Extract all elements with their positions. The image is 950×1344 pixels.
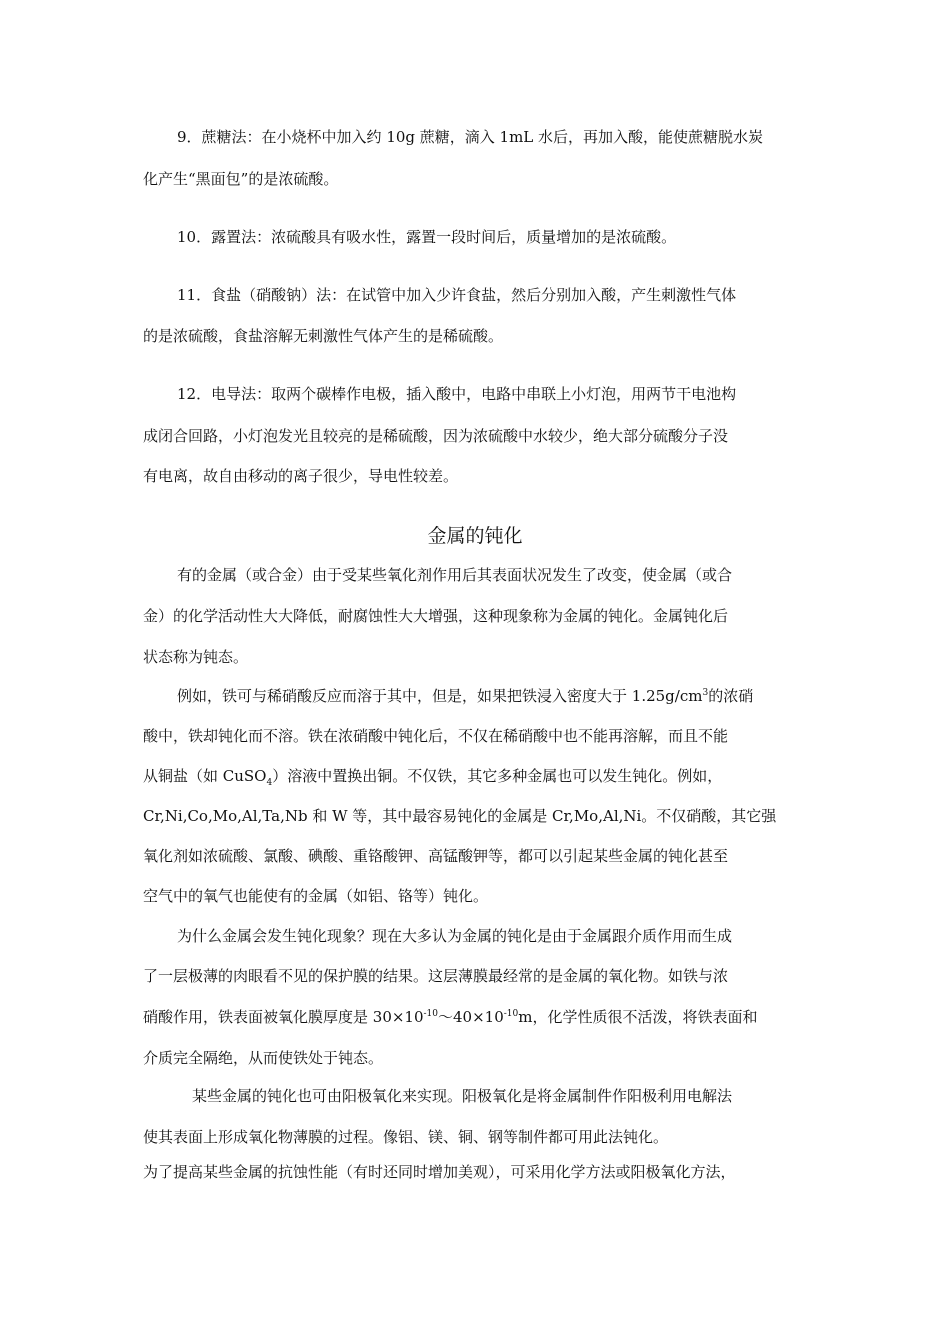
p2-line-5: 氧化剂如浓硫酸、氯酸、碘酸、重铬酸钾、高锰酸钾等，都可以引起某些金属的钝化甚至 [143, 847, 729, 865]
p3-line-1: 为什么金属会发生钝化现象？现在大多认为金属的钝化是由于金属跟介质作用而生成 [177, 927, 733, 945]
method-12-line-2: 成闭合回路，小灯泡发光且较亮的是稀硫酸，因为浓硫酸中水较少，绝大部分硫酸分子没 [143, 427, 729, 445]
p3-line-2: 了一层极薄的肉眼看不见的保护膜的结果。这层薄膜最经常的是金属的氧化物。如铁与浓 [143, 967, 729, 985]
method-10-line-1: 10．露置法：浓硫酸具有吸水性，露置一段时间后，质量增加的是浓硫酸。 [177, 228, 677, 246]
p2-line-1-text-b: 的浓硝 [708, 687, 754, 705]
p2-line-1-superscript: 3 [702, 688, 709, 698]
p4-line-1: 某些金属的钝化也可由阳极氧化来实现。阳极氧化是将金属制件作阳极利用电解法 [192, 1087, 733, 1105]
method-12-line-1: 12．电导法：取两个碳棒作电极，插入酸中，电路中串联上小灯泡，用两节干电池构 [177, 385, 737, 403]
p3-line-3-superscript-1: -10 [423, 1009, 439, 1019]
method-9-line-1: 9．蔗糖法：在小烧杯中加入约 10g 蔗糖，滴入 1mL 水后，再加入酸，能使蔗糖脱水炭 [177, 128, 764, 146]
p2-line-1-text-a: 例如，铁可与稀硝酸反应而溶于其中，但是，如果把铁浸入密度大于 1.25g/cm [177, 687, 703, 705]
p2-line-3 [143, 766, 722, 786]
p2-line-6: 空气中的氧气也能使有的金属（如铝、铬等）钝化。 [143, 887, 489, 905]
p1-line-2: 金）的化学活动性大大降低，耐腐蚀性大大增强，这种现象称为金属的钝化。金属钝化后 [143, 607, 729, 625]
p3-line-4: 介质完全隔绝，从而使铁处于钝态。 [143, 1049, 384, 1067]
p3-line-3 [143, 1007, 758, 1027]
p1-line-3: 状态称为钝态。 [143, 648, 249, 666]
p3-line-3-text-a: 硝酸作用，铁表面被氧化膜厚度是 30×10 [143, 1008, 424, 1026]
p2-line-3-text-b: ）溶液中置换出铜。不仅铁，其它多种金属也可以发生钝化。例如， [272, 767, 723, 785]
p1-line-1: 有的金属（或合金）由于受某些氧化剂作用后其表面状况发生了改变，使金属（或合 [177, 566, 733, 584]
p2-line-1 [177, 686, 753, 706]
p3-line-3-text-c: m，化学性质很不活泼，将铁表面和 [518, 1008, 758, 1026]
method-11-line-2: 的是浓硫酸，食盐溶解无刺激性气体产生的是稀硫酸。 [143, 327, 504, 345]
p2-line-4: Cr,Ni,Co,Mo,Al,Ta,Nb 和 W 等，其中最容易钝化的金属是 Cr,Mo,Al,Ni。不仅硝酸，其它强 [143, 807, 777, 825]
p5-line-1: 为了提高某些金属的抗蚀性能（有时还同时增加美观），可采用化学方法或阳极氧化方法， [143, 1163, 736, 1181]
p2-line-2: 酸中，铁却钝化而不溶。铁在浓硝酸中钝化后，不仅在稀硝酸中也不能再溶解，而且不能 [143, 727, 729, 745]
method-12-line-3: 有电离，故自由移动的离子很少，导电性较差。 [143, 467, 459, 485]
method-9-line-2: 化产生“黑面包”的是浓硫酸。 [143, 170, 339, 188]
p2-line-3-text-a: 从铜盐（如 CuSO [143, 767, 267, 785]
p2-line-3-subscript: 4 [266, 778, 273, 788]
section-title: 金属的钝化 [427, 525, 523, 547]
p3-line-3-text-b: ～40×10 [438, 1008, 504, 1026]
method-11-line-1: 11．食盐（硝酸钠）法：在试管中加入少许食盐，然后分别加入酸，产生刺激性气体 [177, 286, 737, 304]
p3-line-3-superscript-2: -10 [503, 1009, 519, 1019]
p4-line-2: 使其表面上形成氧化物薄膜的过程。像铝、镁、铜、钢等制件都可用此法钝化。 [143, 1128, 669, 1146]
